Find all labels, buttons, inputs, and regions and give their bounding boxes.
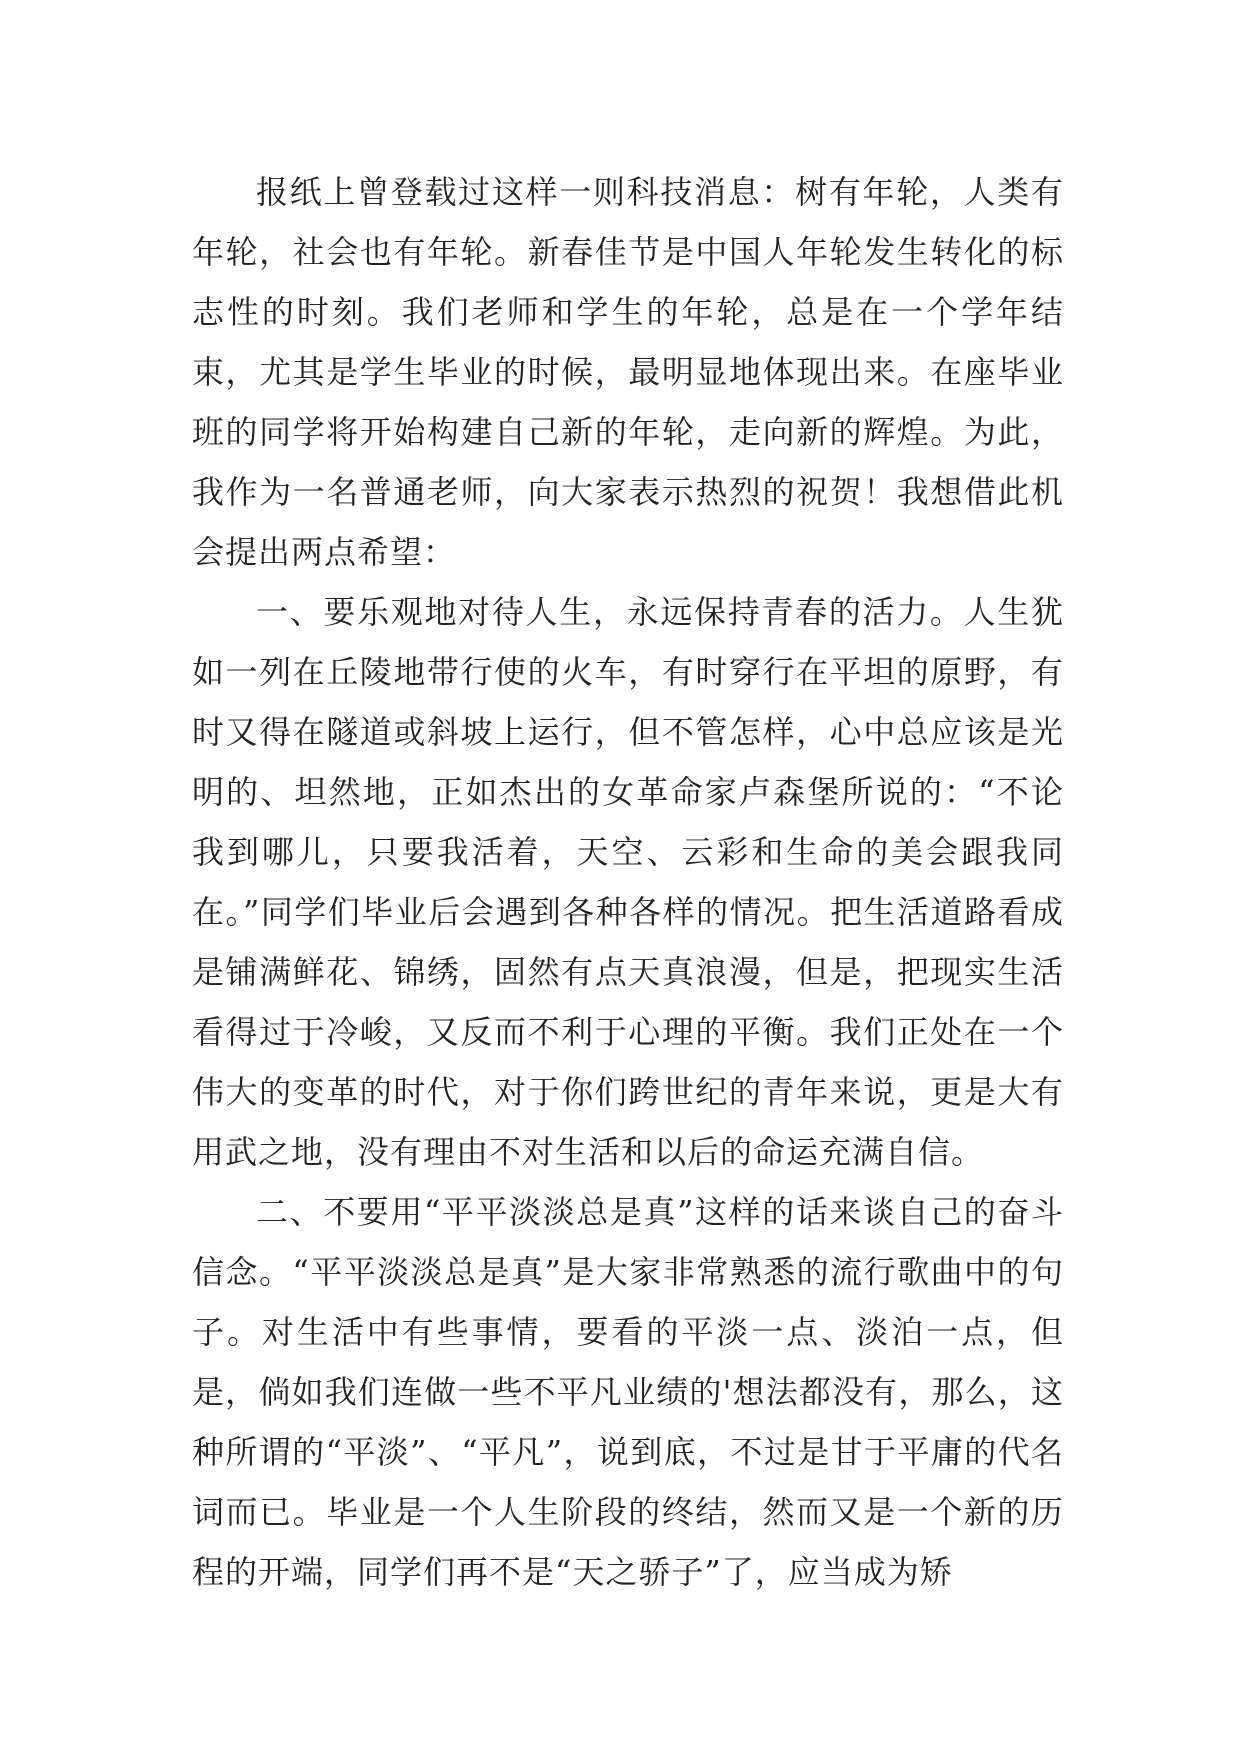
document-body bbox=[192, 162, 1064, 1602]
paragraph-hope-two: 二、不要用“平平淡淡总是真”这样的话来谈自己的奋斗信念。“平平淡淡总是真”是大家非常熟悉的流行歌曲中的句子。对生活中有些事情，要看的平淡一点、淡泊一点，但是，倘如我们连做一些不平凡业绩的'想法都没有，那么，这种所谓的“平淡”、“平凡”，说到底，不过是甘于平庸的代名词而已。毕业是一个人生阶段的终结，然而又是一个新的历程的开端，同学们再不是“天之骄子”了，应当成为矫 bbox=[192, 1193, 1064, 1591]
paragraph-hope-one: 一、要乐观地对待人生，永远保持青春的活力。人生犹如一列在丘陵地带行使的火车，有时穿行在平坦的原野，有时又得在隧道或斜坡上运行，但不管怎样，心中总应该是光明的、坦然地，正如杰出的女革命家卢森堡所说的：“不论我到哪儿，只要我活着，天空、云彩和生命的美会跟我同在。”同学们毕业后会遇到各种各样的情况。把生活道路看成是铺满鲜花、锦绣，固然有点天真浪漫，但是，把现实生活看得过于冷峻，又反而不利于心理的平衡。我们正处在一个伟大的变革的时代，对于你们跨世纪的青年来说，更是大有用武之地，没有理由不对生活和以后的命运充满自信。 bbox=[192, 593, 1064, 1171]
paragraph-intro: 报纸上曾登载过这样一则科技消息：树有年轮，人类有年轮，社会也有年轮。新春佳节是中国人年轮发生转化的标志性的时刻。我们老师和学生的年轮，总是在一个学年结束，尤其是学生毕业的时候，最明显地体现出来。在座毕业班的同学将开始构建自己新的年轮，走向新的辉煌。为此，我作为一名普通老师，向大家表示热烈的祝贺！我想借此机会提出两点希望： bbox=[192, 173, 1064, 571]
